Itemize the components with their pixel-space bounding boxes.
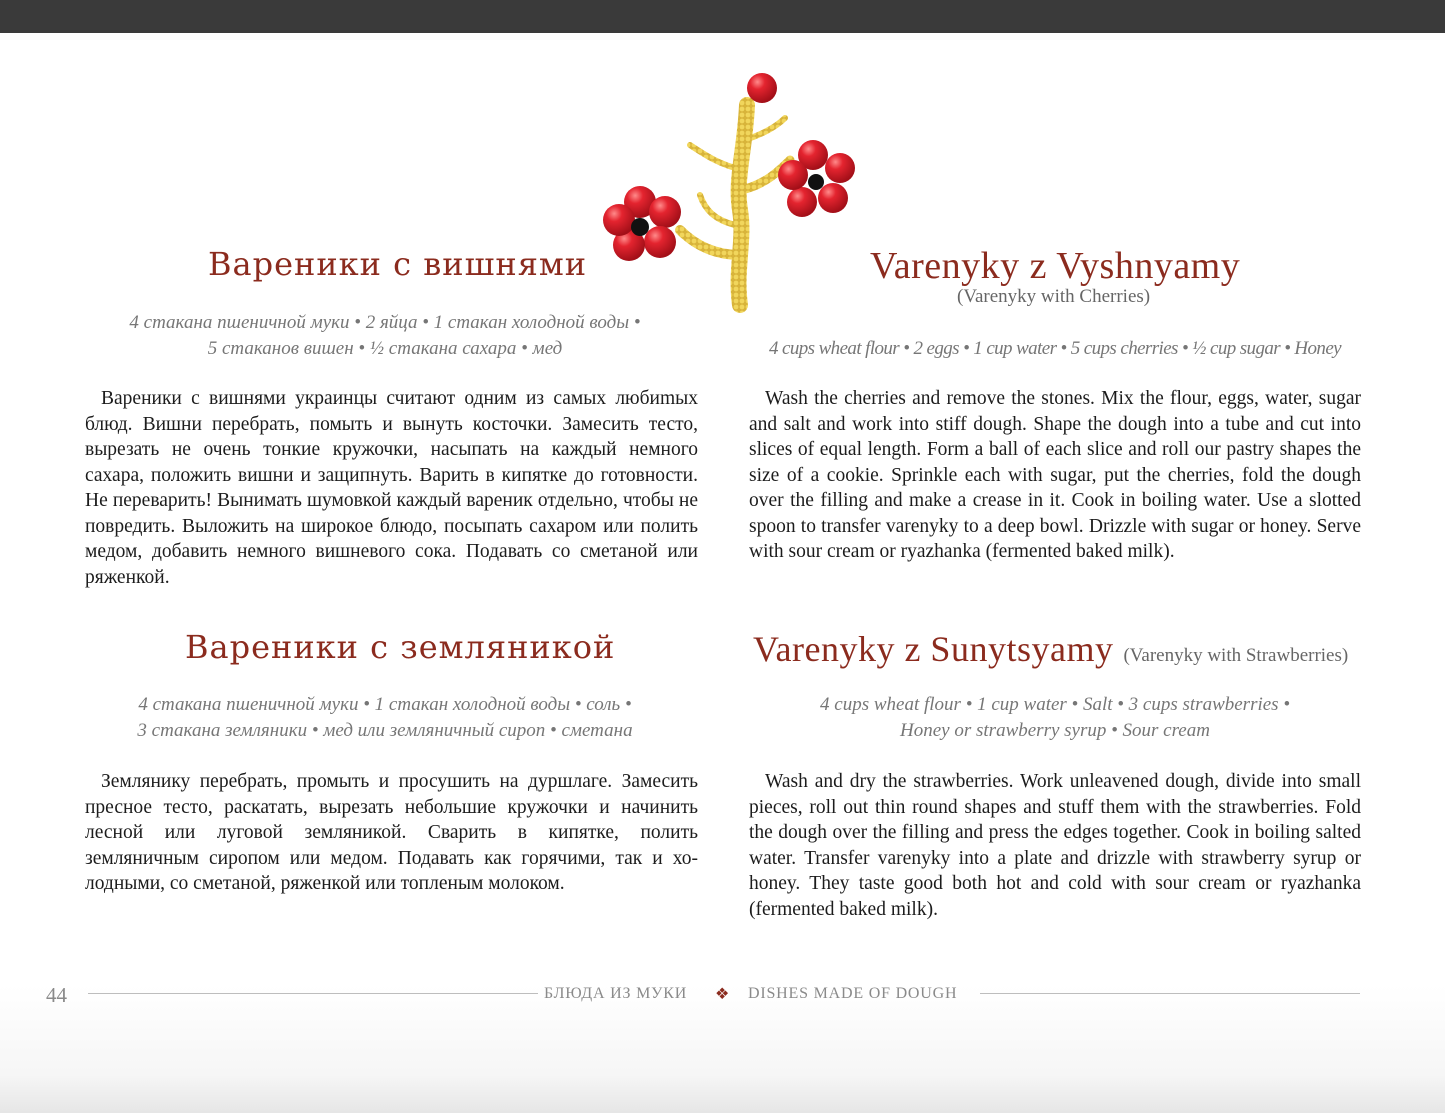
footer-section-ru: БЛЮДА ИЗ МУКИ (544, 985, 688, 1002)
ingredients-line: 3 стакана земляники • мед или земляничный сироп • сметана (137, 720, 633, 741)
ingredients-en-cherries (745, 336, 1365, 362)
recipe-subtitle-en-strawberries: (Varenyky with Strawberries) (1123, 645, 1349, 666)
ingredients-ru-strawberries (70, 692, 700, 744)
recipe-body-ru-cherries: Вареники с вишнями украинцы считают одним из самых любиmых блюд. Вишни перебрать, помыть и вынуть косточки. Замесить тесто, вырезать не очень тонкие кружочки, насыпать на каждый немного сахара, положить вишни и защипнуть. Варить в кипятке до готовности. Не переварить! Вынимать шумовкой каждый вареник отдельно, чтобы не повредить. Выложить на широкое блюдо, посыпать сахаром или полить медом, добавить немного вишневого сока. Подавать со сметаной или ряженкой. (85, 388, 698, 588)
ingredients-line: Honey or strawberry syrup • Sour cream (900, 720, 1210, 741)
recipe-title-en-strawberries: Varenyky z Sunytsyamy (753, 629, 1114, 669)
page-footer (0, 980, 1445, 1010)
recipe-title-ru-strawberries: Вареники с земляникой (185, 628, 616, 666)
berry-and-millet-flower-icon (595, 70, 885, 315)
ingredients-line: 4 стакана пшеничной муки • 2 яйца • 1 стакан холодной воды • (129, 312, 641, 333)
footer-rule-right (980, 993, 1360, 994)
recipe-title-en-cherries: Varenyky z Vyshnyamy (870, 245, 1241, 287)
recipe-body-ru-strawberries: Землянику перебрать, промыть и просушить на дуршлаге. Замесить пресное тесто, раскатать, вырезать небольшие кружочки и начинить лесной или луговой земляникой. Сварить в кипятке, полить земляничным сиропом или медом. Подавать как горячими, так и холодными, со сметаной, ряженкой или топленым молоком. (85, 771, 698, 894)
recipe-title-ru-cherries: Вареники с вишнями (208, 245, 588, 283)
ingredients-line: 5 стаканов вишен • ½ стакана сахара • мед (207, 338, 563, 359)
ingredients-line: 4 cups wheat flour • 2 eggs • 1 cup water • 5 cups cherries • ½ cup sugar • Honey (768, 338, 1341, 359)
ingredients-en-strawberries (745, 692, 1365, 744)
recipe-heading-en-strawberries (753, 628, 1348, 670)
footer-section-en: DISHES MADE OF DOUGH (748, 985, 958, 1002)
ingredients-line: 4 cups wheat flour • 1 cup water • Salt • 3 cups strawberries • (820, 694, 1290, 715)
footer-ornament-icon: ❖ (715, 986, 730, 1003)
recipe-subtitle-en-cherries: (Varenyky with Cherries) (957, 286, 1151, 307)
recipe-body-en-cherries: Wash the cherries and remove the stones. Mix the flour, eggs, water, sugar and salt and work into stiff dough. Shape the dough into a tube and cut into slices of equal length. Form a ball of each slice and roll our pastry shapes the size of a cookie. Sprinkle each with sugar, put the cherries, fold the dough over the filling and make a crease in it. Cook in boiling water. Use a slotted spoon to transfer varenyky to a deep bowl. Drizzle with sugar or honey. Serve with sour cream or ryazhanka (fermented baked milk). (749, 388, 1361, 562)
ingredients-line: 4 стакана пшеничной муки • 1 стакан холодной воды • соль • (138, 694, 632, 715)
viewer-top-bar (0, 0, 1445, 33)
ingredients-ru-cherries (70, 310, 700, 362)
recipe-body-en-strawberries: Wash and dry the strawberries. Work unleavened dough, divide into small pieces, roll out thin round shapes and stuff them with the strawberries. Fold the dough over the filling and press the edges together. Cook in boiling salted water. Transfer varenyky into a plate and drizzle with strawberry syrup or honey. They taste good both hot and cold with sour cream or ryazhanka (fermented baked milk). (749, 771, 1361, 920)
footer-rule-left (88, 993, 538, 994)
page-number: 44 (46, 983, 67, 1007)
